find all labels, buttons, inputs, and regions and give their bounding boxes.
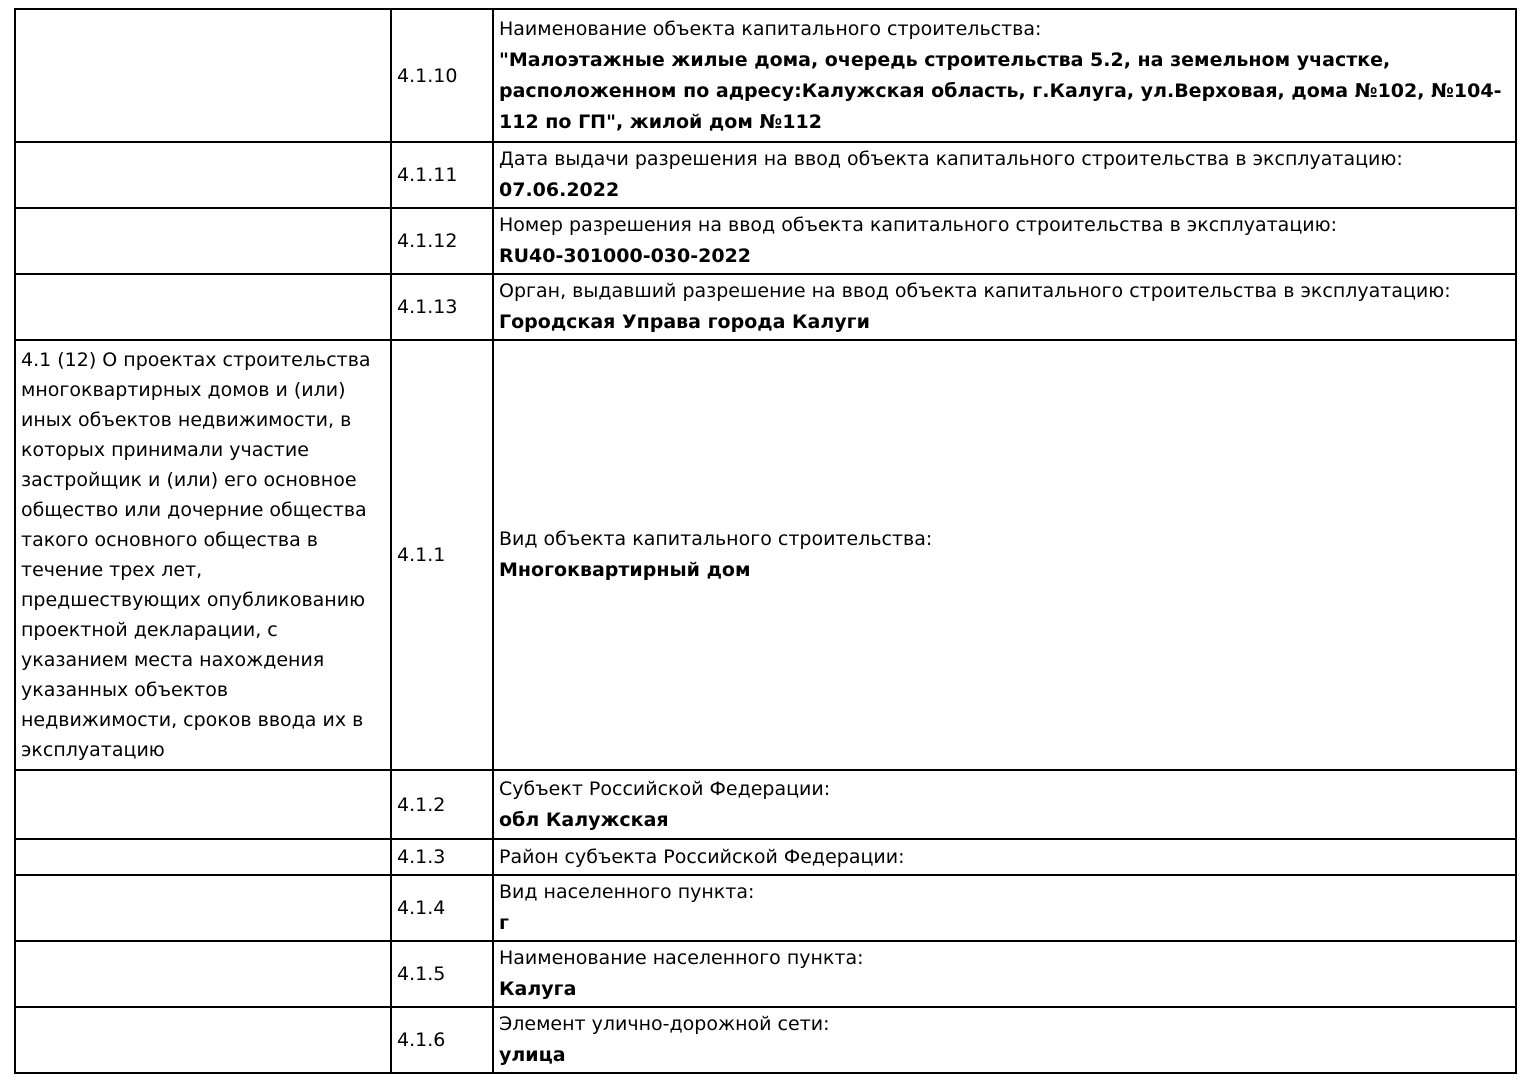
item-number-cell bbox=[391, 839, 493, 875]
section-description-cell bbox=[15, 274, 391, 340]
item-number-cell bbox=[391, 9, 493, 142]
item-number: 4.1.6 bbox=[397, 1029, 446, 1051]
item-label: Элемент улично-дорожной сети: bbox=[499, 1013, 830, 1035]
item-content-cell bbox=[493, 274, 1516, 340]
item-value: "Малоэтажные жилые дома, очередь строительства 5.2, на земельном участке, расположенном по адресу:Калужская область, г.Калуга, ул.Верховая, дома №102, №104-112 по ГП", жилой дом №112 bbox=[499, 48, 1502, 133]
item-label: Номер разрешения на ввод объекта капитального строительства в эксплуатацию: bbox=[499, 214, 1337, 236]
item-value: Многоквартирный дом bbox=[499, 559, 751, 581]
section-description-cell bbox=[15, 9, 391, 142]
table-row bbox=[15, 839, 1516, 875]
item-number-cell bbox=[391, 274, 493, 340]
item-number-cell bbox=[391, 340, 493, 770]
project-declaration-table bbox=[14, 8, 1517, 1074]
item-content-cell bbox=[493, 770, 1516, 839]
item-content-cell bbox=[493, 875, 1516, 941]
item-number: 4.1.1 bbox=[397, 544, 446, 566]
section-description-cell bbox=[15, 875, 391, 941]
item-content-cell bbox=[493, 9, 1516, 142]
item-number: 4.1.3 bbox=[397, 846, 446, 868]
item-value: улица bbox=[499, 1044, 566, 1066]
item-value: Городская Управа города Калуги bbox=[499, 311, 870, 333]
section-description-cell bbox=[15, 340, 391, 770]
item-value: обл Калужская bbox=[499, 808, 669, 831]
item-number: 4.1.10 bbox=[397, 64, 458, 87]
table-row bbox=[15, 875, 1516, 941]
item-content-cell bbox=[493, 208, 1516, 274]
section-description-cell bbox=[15, 1007, 391, 1073]
item-label: Дата выдачи разрешения на ввод объекта капитального строительства в эксплуатацию: bbox=[499, 148, 1403, 170]
table-row bbox=[15, 1007, 1516, 1073]
section-description: 4.1 (12) О проектах строительства многоквартирных домов и (или) иных объектов недвижимости, в которых принимали участие застройщик и (или) его основное общество или дочерние общества такого основного общества в течение трех лет, предшествующих опубликованию проектной декларации, с указанием места нахождения указанных объектов недвижимости, сроков ввода их в эксплуатацию bbox=[21, 349, 371, 761]
item-label: Наименование объекта капитального строительства: bbox=[499, 17, 1042, 40]
item-number: 4.1.11 bbox=[397, 164, 458, 186]
table-row bbox=[15, 340, 1516, 770]
item-number-cell bbox=[391, 941, 493, 1007]
item-number-cell bbox=[391, 1007, 493, 1073]
table-row bbox=[15, 274, 1516, 340]
item-label: Орган, выдавший разрешение на ввод объекта капитального строительства в эксплуатацию: bbox=[499, 280, 1451, 302]
section-description-cell bbox=[15, 839, 391, 875]
item-number: 4.1.13 bbox=[397, 296, 458, 318]
item-value: г bbox=[499, 912, 509, 934]
item-label: Вид населенного пункта: bbox=[499, 881, 755, 903]
item-label: Наименование населенного пункта: bbox=[499, 947, 864, 969]
item-number: 4.1.2 bbox=[397, 793, 446, 816]
item-value: Калуга bbox=[499, 978, 577, 1000]
item-number-cell bbox=[391, 770, 493, 839]
item-content-cell bbox=[493, 941, 1516, 1007]
table-row bbox=[15, 9, 1516, 142]
item-label: Вид объекта капитального строительства: bbox=[499, 528, 933, 550]
item-number-cell bbox=[391, 208, 493, 274]
item-number-cell bbox=[391, 875, 493, 941]
item-value: RU40-301000-030-2022 bbox=[499, 245, 752, 267]
item-content-cell bbox=[493, 1007, 1516, 1073]
item-number: 4.1.5 bbox=[397, 963, 446, 985]
section-description-cell bbox=[15, 142, 391, 208]
item-content-cell bbox=[493, 839, 1516, 875]
item-content-cell bbox=[493, 142, 1516, 208]
section-description-cell bbox=[15, 208, 391, 274]
item-number: 4.1.4 bbox=[397, 897, 446, 919]
section-description-cell bbox=[15, 770, 391, 839]
table-row bbox=[15, 770, 1516, 839]
item-content-cell bbox=[493, 340, 1516, 770]
table-row bbox=[15, 941, 1516, 1007]
table-row bbox=[15, 142, 1516, 208]
table-row bbox=[15, 208, 1516, 274]
item-label: Район субъекта Российской Федерации: bbox=[499, 845, 905, 868]
item-number-cell bbox=[391, 142, 493, 208]
item-label: Субъект Российской Федерации: bbox=[499, 777, 831, 800]
item-number: 4.1.12 bbox=[397, 230, 458, 252]
item-value: 07.06.2022 bbox=[499, 179, 620, 201]
section-description-cell bbox=[15, 941, 391, 1007]
